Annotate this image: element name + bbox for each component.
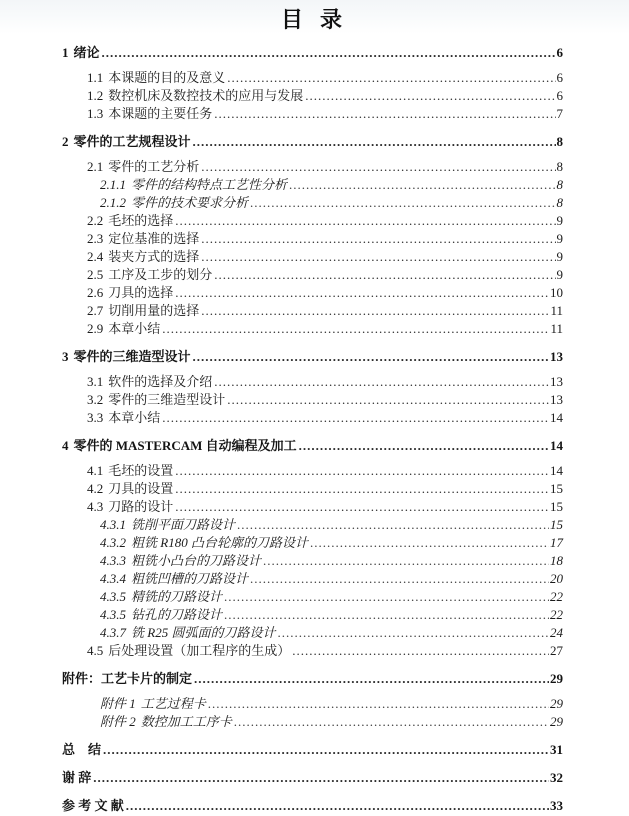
toc-entry: [62, 230, 563, 248]
toc-leader-dots: [175, 462, 549, 480]
toc-leader-dots: [277, 624, 549, 642]
toc-entry-number: 4.3.7: [100, 625, 126, 640]
toc-leader-dots: [299, 437, 549, 455]
toc-entry-number: 1.3: [87, 106, 104, 121]
toc-entry-number: 2.2: [87, 213, 104, 228]
toc-leader-dots: [227, 69, 555, 87]
toc-entry: [62, 176, 563, 194]
toc-leader-dots: [126, 797, 549, 815]
toc-entry-page: 9: [556, 249, 563, 264]
toc-entry-page: 31: [550, 742, 563, 757]
toc-entry-title: 零件的工艺分析: [108, 159, 200, 174]
toc-entry: [62, 302, 563, 320]
toc-entry-title: 后处理设置（加工程序的生成）: [108, 643, 291, 658]
toc-entry-number: 2.9: [87, 321, 104, 336]
toc-entry: [62, 248, 563, 266]
toc-leader-dots: [201, 230, 555, 248]
toc-entry-number: 4.3.4: [100, 571, 126, 586]
toc-entry-title: 本课题的主要任务: [108, 106, 213, 121]
toc-entry-title: 刀具的选择: [108, 285, 174, 300]
toc-entry: [62, 642, 563, 660]
toc-entry: [62, 266, 563, 284]
toc-leader-dots: [224, 588, 549, 606]
toc-entry-page: 18: [550, 553, 563, 568]
toc-entry-title: 绪论: [73, 45, 100, 60]
toc-leader-dots: [201, 302, 549, 320]
toc-entry-title: 装夹方式的选择: [108, 249, 200, 264]
toc-entry-number: 4.3.1: [100, 517, 126, 532]
toc-entry-page: 17: [550, 535, 563, 550]
toc-entry-title: 工艺过程卡: [140, 696, 206, 711]
toc-entry-page: 9: [556, 213, 563, 228]
toc-entry-title: 粗铣小凸台的刀路设计: [131, 553, 262, 568]
toc-entry: [62, 391, 563, 409]
toc-entry-number: 4.3.5: [100, 589, 126, 604]
toc-entry-title: 本章小结: [108, 410, 161, 425]
toc-entry-number: 2.6: [87, 285, 104, 300]
toc-entry-number: 3.2: [87, 392, 104, 407]
toc-leader-dots: [201, 248, 555, 266]
toc-entry-page: 29: [550, 696, 563, 711]
toc-entry: [62, 769, 563, 787]
toc-entry-number: 1.2: [87, 88, 104, 103]
toc-leader-dots: [214, 373, 549, 391]
toc-entry-page: 8: [556, 159, 563, 174]
toc-entry-number: 4.2: [87, 481, 104, 496]
toc-entry-page: 29: [550, 714, 563, 729]
toc-entry-title: 精铣的刀路设计: [131, 589, 223, 604]
toc-leader-dots: [250, 194, 555, 212]
toc-entry-page: 15: [550, 517, 563, 532]
toc-leader-dots: [93, 769, 549, 787]
toc-entry: [62, 194, 563, 212]
toc-leader-dots: [162, 409, 549, 427]
toc-entry-title: 零件的工艺规程设计: [73, 134, 191, 149]
toc-entry: [62, 516, 563, 534]
toc-entry-page: 13: [550, 374, 563, 389]
toc-entry-title: 零件的三维造型设计: [108, 392, 226, 407]
toc-entry: [62, 87, 563, 105]
toc-leader-dots: [201, 158, 555, 176]
toc-entry-number: 3.3: [87, 410, 104, 425]
toc-entry: [62, 284, 563, 302]
toc-entry-number: 4.3.3: [100, 553, 126, 568]
toc-entry: [62, 69, 563, 87]
toc-entry: [62, 713, 563, 731]
toc-entry-number: 2.3: [87, 231, 104, 246]
toc-entry-number: 4.1: [87, 463, 104, 478]
toc-entry-page: 14: [550, 438, 563, 453]
toc-entry-title: 零件的技术要求分析: [131, 195, 249, 210]
toc-entry-number: 3.1: [87, 374, 104, 389]
toc-entry: [62, 320, 563, 338]
toc-entry-number: 附件 1: [100, 696, 136, 711]
toc-leader-dots: [224, 606, 549, 624]
toc-entry-title: 铣 R25 圆弧面的刀路设计: [131, 625, 276, 640]
toc-entry: [62, 570, 563, 588]
toc-entry: [62, 437, 563, 455]
toc-entry-number: 2.7: [87, 303, 104, 318]
toc-leader-dots: [289, 176, 555, 194]
toc-entry-title: 零件的 MASTERCAM 自动编程及加工: [73, 438, 297, 453]
toc-entry: [62, 624, 563, 642]
toc-entry-page: 14: [550, 410, 563, 425]
toc-entry: [62, 741, 563, 759]
toc-entry: [62, 105, 563, 123]
toc-leader-dots: [193, 348, 549, 366]
toc-leader-dots: [305, 87, 555, 105]
toc-entry-page: 8: [556, 177, 563, 192]
toc-entry: [62, 534, 563, 552]
toc-entry-title: 本课题的目的及意义: [108, 70, 226, 85]
toc-entry-page: 10: [550, 285, 563, 300]
toc-entry-number: 附件 2: [100, 714, 136, 729]
toc-entry-page: 11: [550, 303, 563, 318]
toc-entry-number: 1: [62, 45, 69, 60]
toc-entry: [62, 797, 563, 815]
toc-list: [62, 44, 563, 815]
toc-entry-title: 谢 辞: [62, 770, 92, 785]
toc-entry-number: 2.4: [87, 249, 104, 264]
toc-entry-title: 零件的三维造型设计: [73, 349, 191, 364]
toc-entry-number: 1.1: [87, 70, 104, 85]
toc-entry: [62, 588, 563, 606]
toc-entry-number: 2.1.2: [100, 195, 126, 210]
toc-entry-page: 13: [550, 349, 563, 364]
toc-entry-number: 2.5: [87, 267, 104, 282]
toc-entry: [62, 373, 563, 391]
toc-entry: [62, 409, 563, 427]
toc-entry-page: 7: [556, 106, 563, 121]
toc-entry-page: 6: [556, 88, 563, 103]
toc-leader-dots: [292, 642, 549, 660]
toc-entry-title: 钻孔的刀路设计: [131, 607, 223, 622]
toc-leader-dots: [310, 534, 549, 552]
toc-entry-title: 切削用量的选择: [108, 303, 200, 318]
toc-entry: [62, 498, 563, 516]
toc-entry-page: 22: [550, 607, 563, 622]
toc-entry: [62, 670, 563, 688]
toc-entry: [62, 44, 563, 62]
toc-entry-page: 11: [550, 321, 563, 336]
toc-leader-dots: [263, 552, 549, 570]
toc-leader-dots: [175, 212, 555, 230]
toc-entry-page: 24: [550, 625, 563, 640]
toc-entry-title: 数控加工工序卡: [140, 714, 232, 729]
toc-entry-title: 毛坯的选择: [108, 213, 174, 228]
toc-entry-page: 9: [556, 231, 563, 246]
toc-leader-dots: [237, 516, 549, 534]
toc-entry: [62, 606, 563, 624]
toc-leader-dots: [175, 498, 549, 516]
toc-entry-number: 2.1.1: [100, 177, 126, 192]
toc-entry-title: 粗铣凹槽的刀路设计: [131, 571, 249, 586]
toc-entry-number: 2: [62, 134, 69, 149]
toc-leader-dots: [234, 713, 549, 731]
toc-entry-page: 29: [550, 671, 563, 686]
toc-entry: [62, 480, 563, 498]
toc-entry-page: 15: [550, 481, 563, 496]
toc-leader-dots: [214, 105, 555, 123]
toc-entry-page: 13: [550, 392, 563, 407]
toc-leader-dots: [227, 391, 549, 409]
toc-entry-title: 总 结: [62, 742, 102, 757]
toc-entry-page: 6: [556, 70, 563, 85]
toc-leader-dots: [214, 266, 555, 284]
toc-entry-page: 8: [556, 195, 563, 210]
toc-entry-number: 4.3.2: [100, 535, 126, 550]
toc-leader-dots: [208, 695, 549, 713]
toc-entry-title: 零件的结构特点工艺性分析: [131, 177, 288, 192]
toc-entry-title: 定位基准的选择: [108, 231, 200, 246]
toc-entry-title: 粗铣 R180 凸台轮廓的刀路设计: [131, 535, 308, 550]
toc-entry-title: 铣削平面刀路设计: [131, 517, 236, 532]
toc-entry-title: 参 考 文 献: [62, 798, 124, 813]
toc-entry-page: 33: [550, 798, 563, 813]
toc-leader-dots: [175, 284, 549, 302]
toc-entry: [62, 212, 563, 230]
toc-entry-number: 3: [62, 349, 69, 364]
toc-entry-title: 本章小结: [108, 321, 161, 336]
toc-entry-title: 附件：工艺卡片的制定: [62, 671, 193, 686]
toc-leader-dots: [193, 133, 556, 151]
toc-entry-title: 软件的选择及介绍: [108, 374, 213, 389]
toc-entry-title: 刀具的设置: [108, 481, 174, 496]
toc-leader-dots: [103, 741, 549, 759]
toc-entry-page: 8: [556, 134, 563, 149]
toc-entry-page: 32: [550, 770, 563, 785]
toc-entry-number: 4.3: [87, 499, 104, 514]
toc-entry-title: 刀路的设计: [108, 499, 174, 514]
toc-entry: [62, 348, 563, 366]
toc-entry-page: 6: [556, 45, 563, 60]
toc-entry-page: 20: [550, 571, 563, 586]
toc-leader-dots: [162, 320, 549, 338]
toc-entry-page: 27: [550, 643, 563, 658]
toc-entry: [62, 133, 563, 151]
toc-entry-page: 15: [550, 499, 563, 514]
toc-entry-page: 14: [550, 463, 563, 478]
toc-entry: [62, 695, 563, 713]
toc-entry-number: 4.5: [87, 643, 104, 658]
toc-entry: [62, 552, 563, 570]
toc-entry-page: 22: [550, 589, 563, 604]
toc-entry-number: 4.3.5: [100, 607, 126, 622]
toc-entry-page: 9: [556, 267, 563, 282]
toc-entry-number: 2.1: [87, 159, 104, 174]
toc-entry-title: 工序及工步的划分: [108, 267, 213, 282]
toc-entry-number: 4: [62, 438, 69, 453]
toc-leader-dots: [175, 480, 549, 498]
toc-entry: [62, 158, 563, 176]
page-title: 目 录: [280, 7, 344, 32]
toc-leader-dots: [102, 44, 556, 62]
toc-entry-title: 毛坯的设置: [108, 463, 174, 478]
toc-leader-dots: [194, 670, 549, 688]
toc-entry: [62, 462, 563, 480]
toc-entry-title: 数控机床及数控技术的应用与发展: [108, 88, 304, 103]
toc-leader-dots: [250, 570, 549, 588]
